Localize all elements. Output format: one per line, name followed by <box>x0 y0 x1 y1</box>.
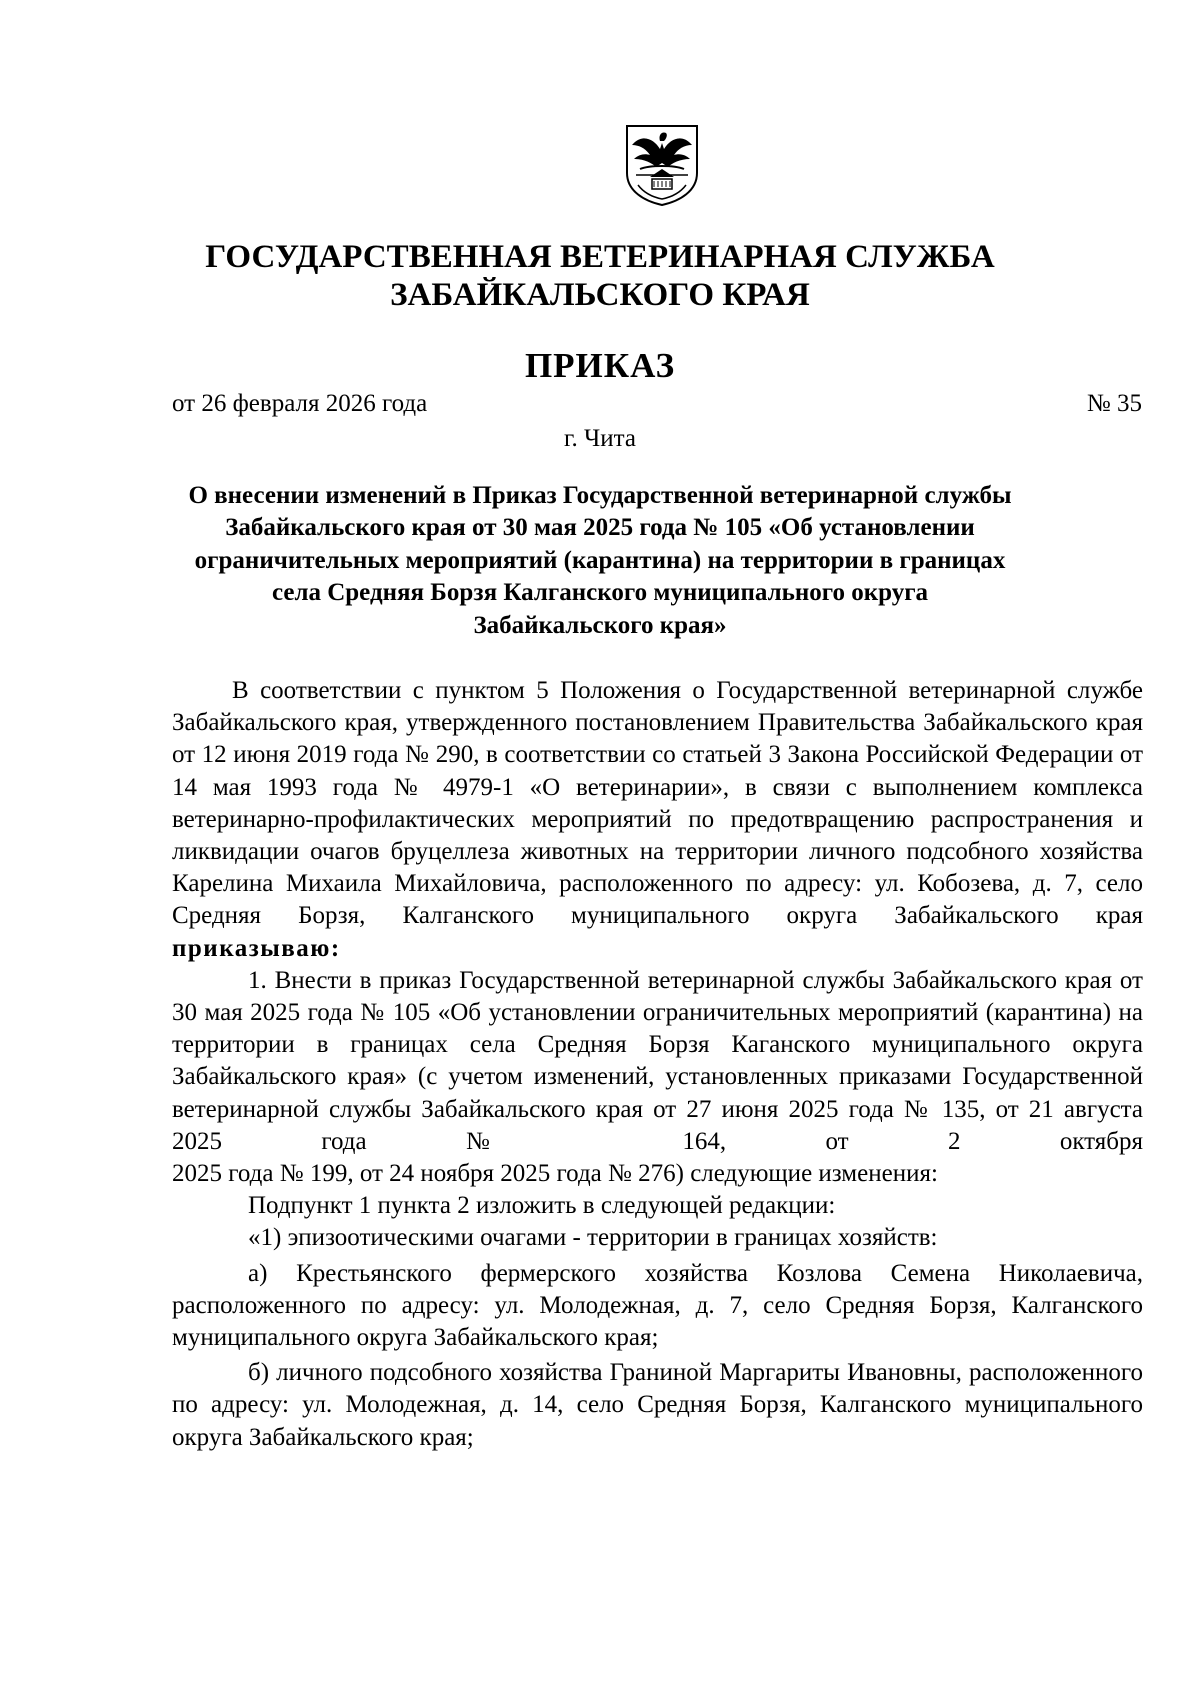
item-b-paragraph: б) личного подсобного хозяйства Граниной Маргариты Ивановны, расположенного по адресу: ул. Молодежная, д. 14, село Средняя Борзя, Калганского муниципального округа Забайкальского края; <box>172 1359 1143 1451</box>
document-body <box>172 675 1143 1454</box>
document-number: № 35 <box>1086 390 1142 417</box>
preamble-paragraph: В соответствии с пунктом 5 Положения о Государственной ветеринарной службе Забайкальского края, утвержденного постановлением Правительства Забайкальского края от 12 июня 2019 года № 290, в соответствии со статьей 3 Закона Российской Федерации от 14 мая 1993 года № 4979-1 «О ветеринарии», в связи с выполнением комплекса ветеринарно-профилактических мероприятий по предотвращению распространения и ликвидации очагов бруцеллеза животных на территории личного подсобного хозяйства Карелина Михаила Михайловича, расположенного по адресу: ул. Кобозева, д. 7, село Средняя Борзя, Калганского муниципального округа Забайкальского края <box>172 677 1143 930</box>
item-1-continuation: 2025 года № 199, от 24 ноября 2025 года № 276) следующие изменения: <box>172 1160 938 1188</box>
document-title <box>160 480 1040 642</box>
title-line: О внесении изменений в Приказ Государственной ветеринарной службы <box>188 482 1012 509</box>
coat-of-arms-icon <box>624 123 700 207</box>
title-line: Забайкальского края» <box>473 611 727 639</box>
title-line: Забайкальского края от 30 мая 2025 года № 105 «Об установлении <box>225 514 975 542</box>
subpoint-paragraph: Подпункт 1 пункта 2 изложить в следующей редакции: <box>248 1192 836 1220</box>
order-word: приказываю: <box>172 934 341 962</box>
item-a-paragraph: а) Крестьянского фермерского хозяйства Козлова Семена Николаевича, расположенного по адресу: ул. Молодежная, д. 7, село Средняя Борзя, Калганского муниципального округа Забайкальского края; <box>172 1259 1143 1352</box>
title-line: ограничительных мероприятий (карантина) на территории в границах <box>194 546 1006 574</box>
coat-of-arms-emblem <box>624 123 700 207</box>
agency-name <box>0 238 1200 314</box>
item-1-paragraph: 1. Внести в приказ Государственной ветеринарной службы Забайкальского края от 30 мая 2025 года № 105 «Об установлении ограничительных мероприятий (карантина) на территории в границах села Средняя Борзя Каганского муниципального округа Забайкальского края» (с учетом изменений, установленных приказами Государственной ветеринарной службы Забайкальского края от 27 июня 2025 года № 135, от 21 августа 2025 года № 164, от 2 октября <box>172 966 1143 1155</box>
title-line: села Средняя Борзя Калганского муниципального округа <box>271 579 929 607</box>
document-city: г. Чита <box>564 425 636 452</box>
quote-intro-paragraph: «1) эпизоотическими очагами - территории в границах хозяйств: <box>248 1224 938 1252</box>
document-type-heading: ПРИКАЗ <box>524 346 676 385</box>
agency-name-line2: ЗАБАЙКАЛЬСКОГО КРАЯ <box>390 277 810 313</box>
agency-name-line1: ГОСУДАРСТВЕННАЯ ВЕТЕРИНАРНАЯ СЛУЖБА <box>205 239 995 275</box>
document-date: от 26 февраля 2026 года <box>172 390 428 417</box>
